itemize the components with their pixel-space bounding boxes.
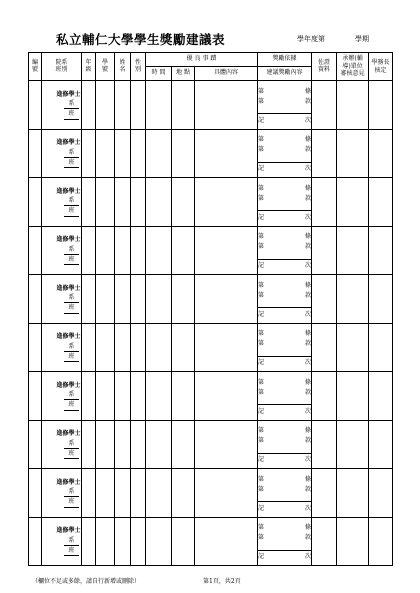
student-id-cell[interactable] xyxy=(96,420,115,469)
student-id-cell[interactable] xyxy=(96,81,115,130)
student-id-cell[interactable] xyxy=(96,323,115,372)
degree-label: 進修學士 xyxy=(56,236,81,244)
degree-label: 進修學士 xyxy=(56,90,81,98)
degree-label: 進修學士 xyxy=(56,187,81,195)
grade-cell[interactable] xyxy=(82,275,96,324)
basis-record-cell[interactable]: 記 次 xyxy=(258,114,312,130)
gender-cell[interactable] xyxy=(131,178,146,227)
details-cell[interactable] xyxy=(195,517,258,566)
gender-cell[interactable] xyxy=(131,469,146,518)
name-cell[interactable] xyxy=(115,178,131,227)
class-line: 班 xyxy=(62,158,81,168)
evidence-cell[interactable] xyxy=(312,275,337,324)
time-cell[interactable] xyxy=(146,178,172,227)
header-dept-class: 院系 班別 xyxy=(42,53,82,81)
dean-approval-cell[interactable] xyxy=(369,469,393,518)
student-id-cell[interactable] xyxy=(96,517,115,566)
gender-cell[interactable] xyxy=(131,81,146,130)
grade-cell[interactable] xyxy=(82,469,96,518)
header-name: 姓 名 xyxy=(115,53,131,81)
gender-cell[interactable] xyxy=(131,275,146,324)
dept-line: 系 xyxy=(62,99,81,109)
degree-label: 進修學士 xyxy=(56,478,81,486)
number-cell[interactable] xyxy=(29,81,42,130)
name-cell[interactable] xyxy=(115,469,131,518)
page-number: 第1頁，共2頁 xyxy=(203,578,241,585)
class-line: 班 xyxy=(62,303,81,313)
basis-record-cell[interactable]: 記 次 xyxy=(258,502,312,518)
dean-approval-cell[interactable] xyxy=(369,420,393,469)
number-cell[interactable] xyxy=(29,129,42,178)
record-row xyxy=(29,420,393,453)
dept-class-cell[interactable] xyxy=(42,178,82,227)
semester-label: 學期 xyxy=(355,35,369,43)
header-grade: 年 級 xyxy=(82,53,96,81)
number-cell[interactable] xyxy=(29,178,42,227)
place-cell[interactable] xyxy=(172,323,195,372)
header-gender: 性 別 xyxy=(131,53,146,81)
class-line: 班 xyxy=(62,449,81,459)
evidence-cell[interactable] xyxy=(312,420,337,469)
dept-class-cell[interactable] xyxy=(42,517,82,566)
dept-class-cell[interactable] xyxy=(42,81,82,130)
record-row xyxy=(29,178,393,211)
dept-line: 系 xyxy=(62,439,81,449)
time-cell[interactable] xyxy=(146,275,172,324)
place-cell[interactable] xyxy=(172,178,195,227)
degree-label: 進修學士 xyxy=(56,333,81,341)
dept-line: 系 xyxy=(62,293,81,303)
header-time: 時 間 xyxy=(146,67,172,81)
details-cell[interactable] xyxy=(195,372,258,421)
time-cell[interactable] xyxy=(146,372,172,421)
header-student-id: 學 號 xyxy=(96,53,115,81)
basis-article-cell[interactable]: 第 條 第 款 xyxy=(258,517,312,550)
dept-class-cell[interactable] xyxy=(42,469,82,518)
place-cell[interactable] xyxy=(172,275,195,324)
basis-record-cell[interactable]: 記 次 xyxy=(258,356,312,372)
unit-opinion-cell[interactable] xyxy=(337,323,369,372)
class-line: 班 xyxy=(62,109,81,119)
header-deeds: 優 良 事 蹟 xyxy=(146,53,258,67)
record-row xyxy=(29,517,393,550)
gender-cell[interactable] xyxy=(131,372,146,421)
header-number: 編 號 xyxy=(29,53,42,81)
award-recommendation-table xyxy=(28,52,393,566)
dept-class-cell[interactable] xyxy=(42,420,82,469)
details-cell[interactable] xyxy=(195,178,258,227)
dept-line: 系 xyxy=(62,487,81,497)
dean-approval-cell[interactable] xyxy=(369,129,393,178)
dean-approval-cell[interactable] xyxy=(369,323,393,372)
record-row xyxy=(29,275,393,308)
time-cell[interactable] xyxy=(146,469,172,518)
form-title: 私立輔仁大學學生獎勵建議表 xyxy=(56,32,226,47)
number-cell[interactable] xyxy=(29,517,42,566)
place-cell[interactable] xyxy=(172,129,195,178)
dept-class-cell[interactable] xyxy=(42,129,82,178)
details-cell[interactable] xyxy=(195,275,258,324)
header-details: 具體內容 xyxy=(195,67,258,81)
time-cell[interactable] xyxy=(146,323,172,372)
footer-note: （欄位不足或多餘，請自行新增或刪除） xyxy=(32,578,141,585)
basis-record-cell[interactable]: 記 次 xyxy=(258,259,312,275)
basis-article-cell[interactable]: 第 條 第 款 xyxy=(258,469,312,502)
evidence-cell[interactable] xyxy=(312,178,337,227)
student-id-cell[interactable] xyxy=(96,129,115,178)
degree-label: 進修學士 xyxy=(56,381,81,389)
place-cell[interactable] xyxy=(172,517,195,566)
place-cell[interactable] xyxy=(172,372,195,421)
student-id-cell[interactable] xyxy=(96,178,115,227)
header-evidence: 佐證 資料 xyxy=(312,53,337,81)
evidence-cell[interactable] xyxy=(312,372,337,421)
dept-line: 系 xyxy=(62,196,81,206)
number-cell[interactable] xyxy=(29,372,42,421)
evidence-cell[interactable] xyxy=(312,226,337,275)
gender-cell[interactable] xyxy=(131,420,146,469)
grade-cell[interactable] xyxy=(82,372,96,421)
class-line: 班 xyxy=(62,352,81,362)
record-row xyxy=(29,372,393,405)
unit-opinion-cell[interactable] xyxy=(337,275,369,324)
basis-article-cell[interactable]: 第 條 第 款 xyxy=(258,81,312,114)
unit-opinion-cell[interactable] xyxy=(337,81,369,130)
student-id-cell[interactable] xyxy=(96,275,115,324)
unit-opinion-cell[interactable] xyxy=(337,178,369,227)
grade-cell[interactable] xyxy=(82,129,96,178)
name-cell[interactable] xyxy=(115,323,131,372)
dept-line: 系 xyxy=(62,245,81,255)
class-line: 班 xyxy=(62,206,81,216)
dept-line: 系 xyxy=(62,390,81,400)
gender-cell[interactable] xyxy=(131,517,146,566)
dean-approval-cell[interactable] xyxy=(369,81,393,130)
grade-cell[interactable] xyxy=(82,226,96,275)
name-cell[interactable] xyxy=(115,275,131,324)
unit-opinion-cell[interactable] xyxy=(337,469,369,518)
gender-cell[interactable] xyxy=(131,226,146,275)
unit-opinion-cell[interactable] xyxy=(337,226,369,275)
number-cell[interactable] xyxy=(29,469,42,518)
basis-article-cell[interactable]: 第 條 第 款 xyxy=(258,372,312,405)
header-place: 地 點 xyxy=(172,67,195,81)
place-cell[interactable] xyxy=(172,226,195,275)
unit-opinion-cell[interactable] xyxy=(337,420,369,469)
class-line: 班 xyxy=(62,400,81,410)
unit-opinion-cell[interactable] xyxy=(337,372,369,421)
grade-cell[interactable] xyxy=(82,323,96,372)
unit-opinion-cell[interactable] xyxy=(337,129,369,178)
details-cell[interactable] xyxy=(195,323,258,372)
place-cell[interactable] xyxy=(172,420,195,469)
name-cell[interactable] xyxy=(115,226,131,275)
name-cell[interactable] xyxy=(115,129,131,178)
evidence-cell[interactable] xyxy=(312,129,337,178)
basis-article-cell[interactable]: 第 條 第 款 xyxy=(258,275,312,308)
basis-record-cell[interactable]: 記 次 xyxy=(258,550,312,566)
basis-record-cell[interactable]: 記 次 xyxy=(258,308,312,324)
time-cell[interactable] xyxy=(146,517,172,566)
dept-class-cell[interactable] xyxy=(42,226,82,275)
dept-line: 系 xyxy=(62,148,81,158)
name-cell[interactable] xyxy=(115,420,131,469)
dept-class-cell[interactable] xyxy=(42,372,82,421)
name-cell[interactable] xyxy=(115,517,131,566)
basis-article-cell[interactable]: 第 條 第 款 xyxy=(258,129,312,162)
degree-label: 進修學士 xyxy=(56,139,81,147)
evidence-cell[interactable] xyxy=(312,517,337,566)
basis-record-cell[interactable]: 記 次 xyxy=(258,211,312,227)
details-cell[interactable] xyxy=(195,420,258,469)
year-label: 學年度第 xyxy=(297,35,325,43)
academic-term xyxy=(297,34,369,44)
unit-opinion-cell[interactable] xyxy=(337,517,369,566)
gender-cell[interactable] xyxy=(131,129,146,178)
time-cell[interactable] xyxy=(146,129,172,178)
record-row xyxy=(29,469,393,502)
dean-approval-cell[interactable] xyxy=(369,178,393,227)
time-cell[interactable] xyxy=(146,226,172,275)
time-cell[interactable] xyxy=(146,420,172,469)
header-unit-opinion: 承辦(輔 導)單位 審核意見 xyxy=(337,53,369,81)
basis-record-cell[interactable]: 記 次 xyxy=(258,405,312,421)
number-cell[interactable] xyxy=(29,226,42,275)
basis-record-cell[interactable]: 記 次 xyxy=(258,162,312,178)
grade-cell[interactable] xyxy=(82,517,96,566)
header-dean-approval: 學務長 核定 xyxy=(369,53,393,81)
class-line: 班 xyxy=(62,255,81,265)
place-cell[interactable] xyxy=(172,81,195,130)
basis-article-cell[interactable]: 第 條 第 款 xyxy=(258,323,312,356)
class-line: 班 xyxy=(62,546,81,556)
student-id-cell[interactable] xyxy=(96,372,115,421)
record-row xyxy=(29,129,393,162)
class-line: 班 xyxy=(62,497,81,507)
dept-class-cell[interactable] xyxy=(42,275,82,324)
grade-cell[interactable] xyxy=(82,178,96,227)
basis-article-cell[interactable]: 第 條 第 款 xyxy=(258,420,312,453)
evidence-cell[interactable] xyxy=(312,323,337,372)
degree-label: 進修學士 xyxy=(56,430,81,438)
degree-label: 進修學士 xyxy=(56,284,81,292)
evidence-cell[interactable] xyxy=(312,469,337,518)
dean-approval-cell[interactable] xyxy=(369,226,393,275)
dept-line: 系 xyxy=(62,536,81,546)
student-id-cell[interactable] xyxy=(96,226,115,275)
name-cell[interactable] xyxy=(115,372,131,421)
details-cell[interactable] xyxy=(195,226,258,275)
number-cell[interactable] xyxy=(29,420,42,469)
number-cell[interactable] xyxy=(29,323,42,372)
basis-article-cell[interactable]: 第 條 第 款 xyxy=(258,178,312,211)
dean-approval-cell[interactable] xyxy=(369,372,393,421)
grade-cell[interactable] xyxy=(82,81,96,130)
details-cell[interactable] xyxy=(195,81,258,130)
evidence-cell[interactable] xyxy=(312,81,337,130)
header-basis: 獎勵依據 xyxy=(258,53,312,67)
header-basis-sub: 建議獎勵內容 xyxy=(258,67,312,81)
time-cell[interactable] xyxy=(146,81,172,130)
gender-cell[interactable] xyxy=(131,323,146,372)
record-row xyxy=(29,323,393,356)
number-cell[interactable] xyxy=(29,275,42,324)
degree-label: 進修學士 xyxy=(56,527,81,535)
dean-approval-cell[interactable] xyxy=(369,275,393,324)
details-cell[interactable] xyxy=(195,469,258,518)
basis-article-cell[interactable]: 第 條 第 款 xyxy=(258,226,312,259)
details-cell[interactable] xyxy=(195,129,258,178)
name-cell[interactable] xyxy=(115,81,131,130)
dept-class-cell[interactable] xyxy=(42,323,82,372)
record-row xyxy=(29,226,393,259)
student-id-cell[interactable] xyxy=(96,469,115,518)
dean-approval-cell[interactable] xyxy=(369,517,393,566)
record-row xyxy=(29,81,393,114)
place-cell[interactable] xyxy=(172,469,195,518)
dept-line: 系 xyxy=(62,342,81,352)
grade-cell[interactable] xyxy=(82,420,96,469)
basis-record-cell[interactable]: 記 次 xyxy=(258,453,312,469)
